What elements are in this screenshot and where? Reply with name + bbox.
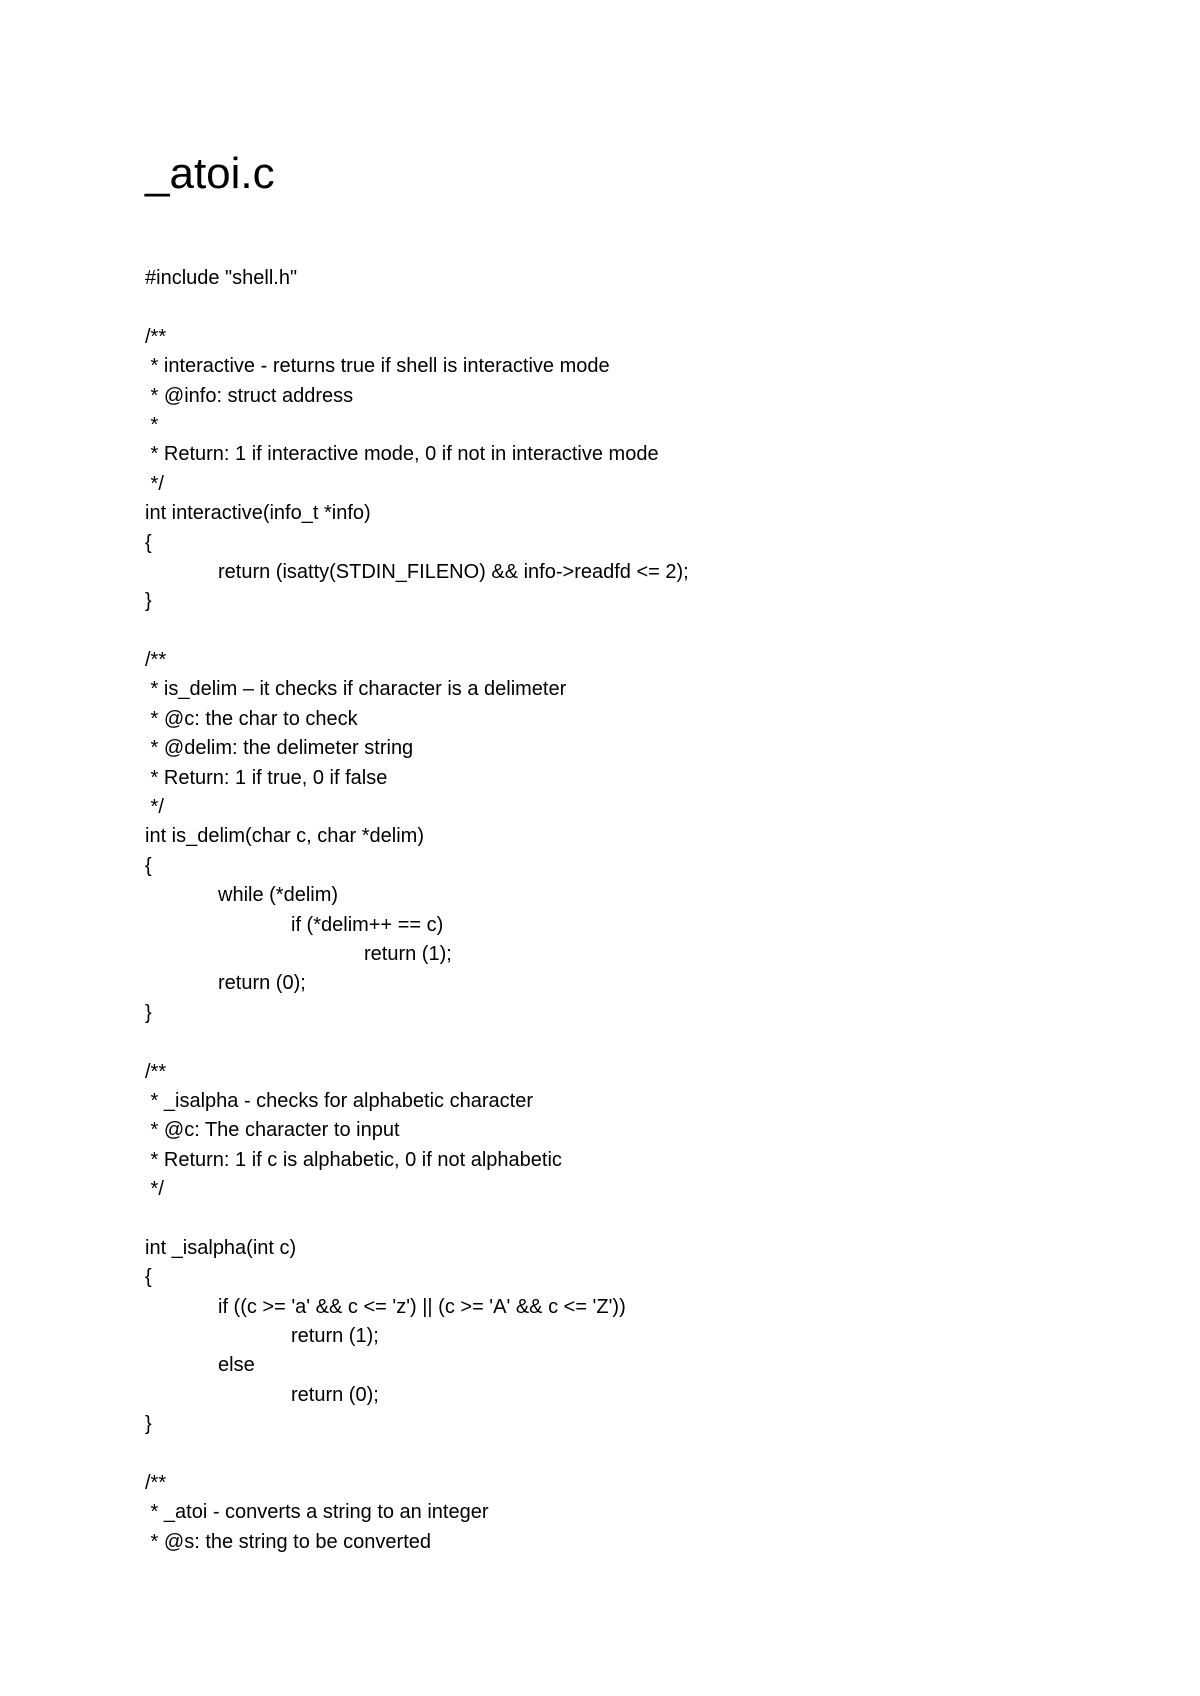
code-line: /**	[145, 649, 167, 672]
code-line: return (0);	[291, 1383, 379, 1406]
code-line: * _atoi - converts a string to an integer	[145, 1501, 489, 1524]
code-line: if (*delim++ == c)	[291, 913, 444, 936]
code-line: */	[145, 796, 164, 819]
code-line: * interactive - returns true if shell is interactive mode	[145, 355, 610, 378]
code-line: * @delim: the delimeter string	[145, 737, 414, 760]
code-line: */	[145, 1178, 164, 1201]
code-line: * Return: 1 if true, 0 if false	[145, 766, 388, 789]
code-line: while (*delim)	[218, 884, 339, 907]
code-line: */	[145, 472, 164, 495]
blank-line	[145, 1028, 689, 1057]
code-line: {	[145, 531, 152, 554]
code-line: * @info: struct address	[145, 384, 354, 407]
blank-line	[145, 1205, 689, 1234]
blank-line	[145, 617, 689, 646]
code-line: * _isalpha - checks for alphabetic character	[145, 1089, 533, 1112]
code-line: }	[145, 1001, 152, 1024]
code-line: }	[145, 1413, 152, 1436]
code-line: if ((c >= 'a' && c <= 'z') || (c >= 'A' && c <= 'Z'))	[218, 1295, 626, 1318]
code-line: }	[145, 590, 152, 613]
code-line: {	[145, 854, 152, 877]
code-line: /**	[145, 325, 167, 348]
code-line: *	[145, 413, 159, 436]
document-title: _atoi.c	[145, 149, 275, 198]
blank-line	[145, 293, 689, 322]
code-line: * Return: 1 if c is alphabetic, 0 if not alphabetic	[145, 1148, 562, 1171]
code-line: * is_delim – it checks if character is a delimeter	[145, 678, 567, 701]
code-line: return (isatty(STDIN_FILENO) && info->readfd <= 2);	[218, 560, 689, 583]
code-line: * Return: 1 if interactive mode, 0 if not in interactive mode	[145, 443, 659, 466]
code-line: int is_delim(char c, char *delim)	[145, 825, 424, 848]
code-line: /**	[145, 1472, 167, 1495]
code-line: return (1);	[291, 1325, 379, 1348]
code-line: * @s: the string to be converted	[145, 1530, 432, 1553]
code-line: return (0);	[218, 972, 306, 995]
code-line: * @c: The character to input	[145, 1119, 400, 1142]
code-line: /**	[145, 1060, 167, 1083]
blank-line	[145, 1440, 689, 1469]
code-line: int interactive(info_t *info)	[145, 502, 371, 525]
code-line: {	[145, 1266, 152, 1289]
code-block	[145, 264, 689, 1557]
code-line: int _isalpha(int c)	[145, 1236, 297, 1259]
code-line: return (1);	[364, 942, 452, 965]
code-line: #include "shell.h"	[145, 267, 298, 289]
code-line: else	[218, 1354, 255, 1377]
code-line: * @c: the char to check	[145, 707, 358, 730]
